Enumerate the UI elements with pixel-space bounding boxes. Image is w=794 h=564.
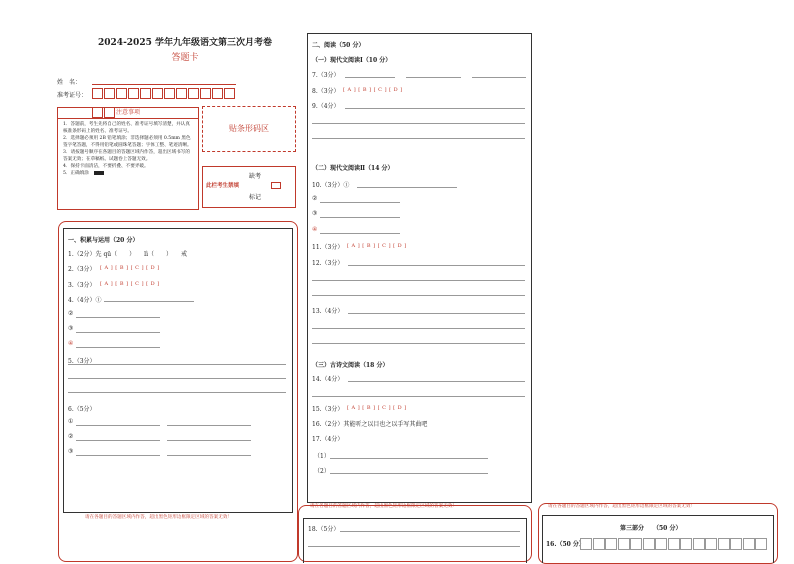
absent-checkbox[interactable] [271,182,281,189]
id-boxes[interactable] [92,88,242,99]
notice-item-1: 1．答题前，考生先将自己的姓名、准考证号填写清楚，并认真核准条形码上的姓名、准考证号。 [63,122,190,134]
q10-answer-line-1[interactable] [357,187,457,188]
composition-cell[interactable] [705,538,717,550]
absent-box [202,166,296,208]
sub1-title: （一）现代文阅读Ⅰ（10 分） [312,57,392,64]
q7-answer-line-3[interactable] [472,77,526,78]
q15-label: 15.（3分） [312,406,344,413]
q10-mark-3: ③ [312,210,318,217]
composition-cell[interactable] [605,538,617,550]
notice-item-2: 2．选择题必须用 2B 铅笔填涂；非选择题必须用 0.5mm 黑色签字笔答题，不得用铅笔或圆珠笔答题；字体工整、笔迹清晰。 [63,136,192,148]
notice-item-3: 3．请按题号顺序在各题目的答题区域内作答，超出区域书写的答案无效；在草稿纸、试题卷上答题无效。 [63,150,190,162]
notice-title: 注意事项 [58,108,198,119]
answer-sheet-label: 答题卡 [171,53,199,63]
q18-answer-line-1[interactable] [340,531,520,532]
absent-label-top: 缺考 [249,173,262,180]
q6-answer-line-3a[interactable] [76,455,160,456]
q12-answer-line-2[interactable] [312,280,525,281]
q4-answer-line-1[interactable] [104,301,194,302]
composition-cell[interactable] [668,538,680,550]
q4-mark-2: ② [68,310,74,317]
composition-cell[interactable] [743,538,755,550]
q6-answer-line-1b[interactable] [167,425,251,426]
q10-mark-2: ② [312,195,318,202]
q18-label: 18.（5分） [308,526,340,533]
q9-label: 9.（4分） [312,103,340,110]
q17-answer-line-2[interactable] [330,473,488,474]
composition-cell[interactable] [680,538,692,550]
q1-label: 1.（2分）先 qū（ ） lì（ ） 戒 [68,251,187,258]
q16-label: 16.（2分）其能听之以目也之以手写其曲吧 [312,421,428,428]
section1-title: 一、积累与运用（20 分） [68,237,139,244]
q4-answer-line-3[interactable] [76,332,160,333]
composition-cell[interactable] [693,538,705,550]
notice-box [57,107,199,210]
q6-answer-line-3b[interactable] [167,455,251,456]
q2-choices[interactable]: [ A ] [ B ] [ C ] [ D ] [100,265,160,271]
q18-answer-line-2[interactable] [308,546,520,547]
composition-cell[interactable] [618,538,630,550]
notice-item-5: 5．正确填涂 [63,171,89,176]
sub3-title: （三）古诗文阅读（18 分） [312,362,389,369]
q8-label: 8.（3分） [312,88,340,95]
q12-answer-line-1[interactable] [348,265,525,266]
q6-answer-line-2b[interactable] [167,440,251,441]
warning-section2: 请在各题目的答题区域内作答，超出黑色矩形边框限定区域的答案无效！ [310,504,458,509]
q4-label: 4.（4分）① [68,297,102,304]
paper-title: 2024-2025 学年九年级语文第三次月考卷 [98,38,272,48]
q3-label: 3.（3分） [68,282,96,289]
q4-mark-4: ④ [68,340,74,347]
composition-cell[interactable] [580,538,592,550]
q7-answer-line-2[interactable] [406,77,461,78]
absent-label-bottom: 标记 [249,194,262,201]
notice-item-4: 4．保持卡面清洁，不要折叠、不要弄破。 [63,164,149,169]
q10-mark-4: ④ [312,226,318,233]
filled-sample-mark [94,171,104,175]
q12-answer-line-3[interactable] [312,295,525,296]
q10-label: 10.（3分）① [312,182,350,189]
q6-answer-line-1a[interactable] [76,425,160,426]
name-label: 姓 名： [57,79,82,86]
q6-mark-2: ② [68,433,74,440]
q3-choices[interactable]: [ A ] [ B ] [ C ] [ D ] [100,281,160,287]
q5-answer-line-2[interactable] [68,378,286,379]
sub2-title: （二）现代文阅读Ⅱ（14 分） [312,165,394,172]
q17-mark-1: （1） [314,453,330,460]
q4-answer-line-2[interactable] [76,317,160,318]
q14-label: 14.（4分） [312,376,344,383]
composition-cell[interactable] [655,538,667,550]
section2-box [307,33,532,503]
q13-answer-line-1[interactable] [348,313,525,314]
q9-answer-line-2[interactable] [312,123,525,124]
warning-section3: 请在各题目的答题区域内作答，超出黑色矩形边框限定区域的答案无效！ [548,504,696,509]
q10-answer-line-4[interactable] [320,233,400,234]
q5-label: 5.（3分） [68,358,96,365]
q7-answer-line-1[interactable] [345,77,395,78]
warning-section1: 请在各题目的答题区域内作答，超出黑色矩形边框限定区域的答案无效！ [85,515,233,520]
q5-answer-line-3[interactable] [68,392,286,393]
q7-label: 7.（3分） [312,72,340,79]
q12-label: 12.（3分） [312,260,344,267]
q4-mark-3: ③ [68,325,74,332]
composition-grid[interactable] [580,536,770,550]
id-label: 准考证号： [57,92,88,99]
q13-label: 13.（4分） [312,308,344,315]
q10-answer-line-3[interactable] [320,217,400,218]
q5-answer-line-1[interactable] [68,364,286,365]
composition-cell[interactable] [593,538,605,550]
q11-label: 11.（3分） [312,244,344,251]
section3-title: 第三部分 （50 分） [620,525,682,532]
barcode-label: 贴条形码区 [229,124,269,133]
q17-answer-line-1[interactable] [330,458,488,459]
q14-answer-line-2[interactable] [312,396,525,397]
q17-mark-2: （2） [314,468,330,475]
section2-title: 二、阅读（50 分） [312,42,365,49]
q15-choices[interactable]: [ A ] [ B ] [ C ] [ D ] [347,405,407,411]
q17-label: 17.（4分） [312,436,344,443]
composition-cell[interactable] [643,538,655,550]
q4-answer-line-4[interactable] [76,347,160,348]
q9-answer-line-3[interactable] [312,138,525,139]
composition-cell[interactable] [718,538,730,550]
q6-answer-line-2a[interactable] [76,440,160,441]
q6-label: 6.（5分） [68,406,96,413]
barcode-area [202,106,296,152]
q8-choices[interactable]: [ A ] [ B ] [ C ] [ D ] [343,87,403,93]
q9-answer-line-1[interactable] [345,108,525,109]
q16-composition-label: 16.（50 分） [546,541,585,548]
composition-cell[interactable] [630,538,642,550]
q11-choices[interactable]: [ A ] [ B ] [ C ] [ D ] [347,243,407,249]
composition-cell[interactable] [730,538,742,550]
composition-cell[interactable] [755,538,767,550]
q2-label: 2.（3分） [68,266,96,273]
absent-note: 此栏考生禁填 [206,183,240,189]
q14-answer-line-1[interactable] [348,381,525,382]
section1-box [63,228,293,513]
q6-mark-3: ③ [68,448,74,455]
q10-answer-line-2[interactable] [320,202,400,203]
q13-answer-line-3[interactable] [312,343,525,344]
name-field[interactable] [92,84,236,85]
q6-mark-1: ① [68,418,74,425]
q13-answer-line-2[interactable] [312,328,525,329]
